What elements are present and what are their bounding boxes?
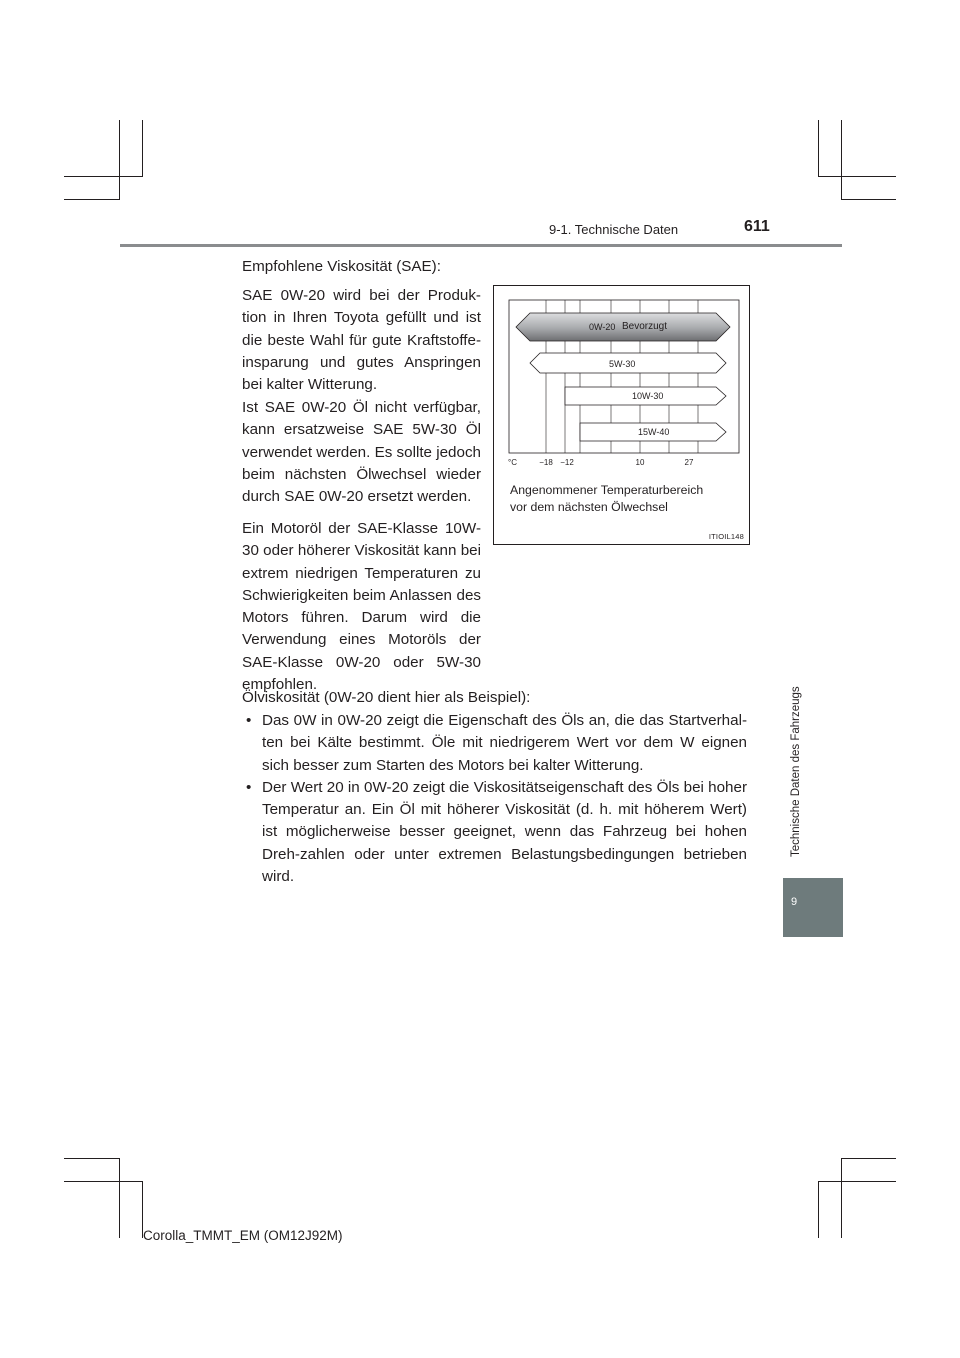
tick-label: −12: [560, 458, 574, 467]
figure-id: ITIOIL148: [708, 532, 744, 541]
bar-label-5w30: 5W-30: [609, 359, 636, 369]
tick-label: 27: [684, 458, 694, 467]
page-number: 611: [744, 218, 770, 235]
viscosity-chart: [494, 286, 749, 476]
viscosity-bullets: [242, 710, 747, 888]
list-item: [242, 710, 747, 777]
list-item: [242, 777, 747, 888]
section-title: 9-1. Technische Daten: [549, 222, 679, 237]
bullet-text: Das 0W in 0W-20 zeigt die Eigenschaft des Öls an, die das Startverhal-ten bei Kälte bestimmt. Öle mit niedrigerem Wert vor dem W eignen sich besser zum Starten des Motors bei kalter Witterung.: [262, 712, 747, 774]
bar-0w20: [516, 313, 730, 341]
oil-viscosity-figure: [493, 285, 750, 545]
document-id: Corolla_TMMT_EM (OM12J92M): [143, 1228, 343, 1243]
bullet-mark: •: [246, 712, 252, 729]
header-rule: [120, 244, 842, 247]
figure-caption: [510, 482, 703, 516]
caption-line: vor dem nächsten Ölwechsel: [510, 500, 668, 514]
paragraph-alternative-oil: Ist SAE 0W-20 Öl nicht verfügbar, kann ersatzweise SAE 5W-30 Öl verwendet werden. Es sollte jedoch beim nächsten Ölwechsel wieder durch SAE 0W-20 ersetzt werden.: [242, 399, 481, 506]
bar-label-0w20: 0W-20: [589, 322, 616, 332]
axis-unit: °C: [508, 458, 517, 467]
bar-label-15w40: 15W-40: [638, 427, 670, 437]
viscosity-intro: Ölviskosität (0W-20 dient hier als Beispiel):: [242, 689, 531, 706]
bar-note-preferred: Bevorzugt: [622, 321, 668, 332]
heading-viscosity: Empfohlene Viskosität (SAE):: [242, 258, 441, 275]
chapter-label-text: Technische Daten des Fahrzeugs: [790, 686, 802, 857]
paragraph-factory-fill: SAE 0W-20 wird bei der Produk-tion in Ihren Toyota gefüllt und ist die beste Wahl für gute Kraftstoffe-insparung und gutes Anspringen bei kalter Witterung.: [242, 287, 481, 394]
chapter-tab: [783, 878, 843, 937]
bar-5w30: [530, 353, 726, 373]
bar-10w30: [565, 387, 726, 405]
bullet-text: Der Wert 20 in 0W-20 zeigt die Viskositätseigenschaft des Öls bei hoher Temperatur an. Ein Öl mit höherer Viskosität (d. h. mit höherem Wert) ist möglicherweise besser geeignet, wenn das Fahrzeug bei hohen Dreh-zahlen oder unter extremen Belastungsbedingungen betrieben wird.: [262, 778, 747, 886]
chapter-number: 9: [791, 896, 798, 908]
paragraph-cold-start: Ein Motoröl der SAE-Klasse 10W-30 oder höherer Viskosität kann bei extrem niedrigen Temperaturen zu Schwierigkeiten beim Anlassen des Motors führen. Darum wird die Verwendung eines Motoröls der SAE-Klasse 0W-20 oder 5W-30 empfohlen.: [242, 520, 481, 694]
bar-label-10w30: 10W-30: [632, 391, 664, 401]
caption-line: Angenommener Temperaturbereich: [510, 483, 704, 497]
tick-label: −18: [539, 458, 553, 467]
bullet-mark: •: [246, 778, 252, 796]
chapter-label: [776, 660, 802, 860]
tick-label: 10: [635, 458, 645, 467]
bar-15w40: [580, 423, 726, 441]
